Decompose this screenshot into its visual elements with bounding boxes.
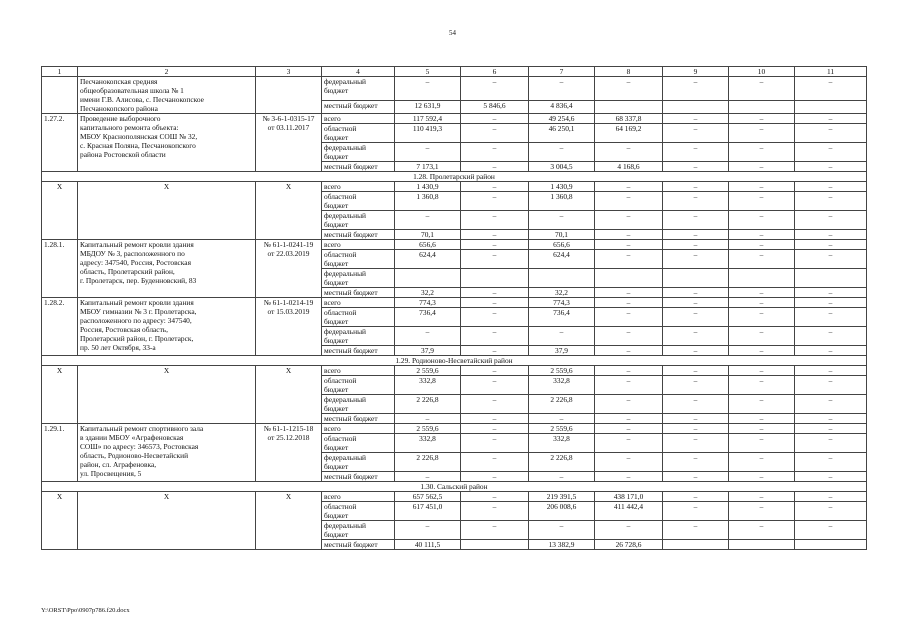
table-row — [42, 424, 867, 434]
value-cell: – — [795, 250, 867, 269]
value-cell: 1 430,9 — [395, 182, 461, 192]
value-cell: – — [729, 414, 795, 424]
value-cell: – — [595, 521, 663, 540]
value-cell: – — [729, 240, 795, 250]
item-number: X — [42, 366, 78, 424]
value-cell: – — [663, 288, 729, 298]
value-cell: 70,1 — [529, 230, 595, 240]
value-cell: 2 226,8 — [529, 453, 595, 472]
column-number-3: 3 — [256, 67, 322, 77]
funding-source: областной бюджет — [322, 124, 395, 143]
value-cell: – — [461, 424, 529, 434]
value-cell — [795, 269, 867, 288]
value-cell: – — [729, 453, 795, 472]
value-cell: – — [795, 143, 867, 162]
funding-source: федеральный бюджет — [322, 211, 395, 230]
value-cell: – — [595, 414, 663, 424]
document-number: № 61-1-1215-18 от 25.12.2018 — [256, 424, 322, 482]
value-cell: – — [595, 240, 663, 250]
value-cell: – — [729, 366, 795, 376]
value-cell: – — [729, 472, 795, 482]
value-cell: 438 171,0 — [595, 492, 663, 502]
column-number-1: 1 — [42, 67, 78, 77]
funding-source: федеральный бюджет — [322, 395, 395, 414]
value-cell: 332,8 — [395, 376, 461, 395]
value-cell: – — [595, 230, 663, 240]
value-cell: 332,8 — [529, 376, 595, 395]
value-cell: 206 008,6 — [529, 502, 595, 521]
table-row — [42, 492, 867, 502]
document-number: X — [256, 366, 322, 424]
funding-source: местный бюджет — [322, 101, 395, 114]
value-cell: – — [461, 366, 529, 376]
value-cell: 49 254,6 — [529, 114, 595, 124]
value-cell: – — [663, 376, 729, 395]
funding-source: всего — [322, 366, 395, 376]
value-cell: – — [461, 182, 529, 192]
funding-source: областной бюджет — [322, 434, 395, 453]
value-cell: – — [729, 230, 795, 240]
value-cell: – — [461, 521, 529, 540]
value-cell: 1 360,8 — [529, 192, 595, 211]
value-cell — [461, 269, 529, 288]
value-cell: 774,3 — [395, 298, 461, 308]
value-cell: – — [795, 114, 867, 124]
value-cell: – — [729, 492, 795, 502]
value-cell: 624,4 — [529, 250, 595, 269]
table-row — [42, 366, 867, 376]
value-cell: – — [729, 327, 795, 346]
value-cell: – — [461, 414, 529, 424]
value-cell — [461, 540, 529, 550]
value-cell: – — [663, 521, 729, 540]
value-cell: – — [461, 376, 529, 395]
value-cell — [529, 269, 595, 288]
value-cell — [663, 101, 729, 114]
value-cell: 332,8 — [529, 434, 595, 453]
section-row — [42, 356, 867, 366]
value-cell: – — [795, 182, 867, 192]
value-cell: 656,6 — [395, 240, 461, 250]
value-cell: 70,1 — [395, 230, 461, 240]
value-cell: 1 430,9 — [529, 182, 595, 192]
value-cell: – — [663, 162, 729, 172]
value-cell: – — [729, 308, 795, 327]
value-cell: – — [461, 327, 529, 346]
column-number-10: 10 — [729, 67, 795, 77]
value-cell: – — [729, 346, 795, 356]
file-path-footer: Y:\ORST\Ppo\0907p786.f20.docx — [41, 607, 130, 614]
value-cell: – — [663, 240, 729, 250]
object-name: Капитальный ремонт кровли здания МБДОУ № 3, расположенного по адресу: 347540, Россия, Ростовская область, Пролетарский район, г. Пролетарск, пер. Буденновский, 83 — [78, 240, 256, 298]
value-cell: – — [795, 521, 867, 540]
value-cell: – — [663, 366, 729, 376]
section-title: 1.30. Сальский район — [42, 482, 867, 492]
value-cell: – — [663, 492, 729, 502]
value-cell: 657 562,5 — [395, 492, 461, 502]
funding-source: федеральный бюджет — [322, 453, 395, 472]
value-cell: 617 451,0 — [395, 502, 461, 521]
value-cell: – — [595, 376, 663, 395]
value-cell: – — [461, 114, 529, 124]
value-cell — [663, 269, 729, 288]
value-cell: – — [529, 211, 595, 230]
value-cell: – — [729, 124, 795, 143]
value-cell: – — [663, 230, 729, 240]
value-cell: 68 337,8 — [595, 114, 663, 124]
value-cell — [795, 540, 867, 550]
value-cell: – — [729, 521, 795, 540]
funding-source: всего — [322, 298, 395, 308]
document-number: X — [256, 492, 322, 550]
object-name: X — [78, 182, 256, 240]
funding-source: местный бюджет — [322, 230, 395, 240]
value-cell: – — [795, 346, 867, 356]
document-number: № 61-1-0241-19 от 22.03.2019 — [256, 240, 322, 298]
value-cell: – — [795, 230, 867, 240]
value-cell: – — [461, 288, 529, 298]
value-cell: 774,3 — [529, 298, 595, 308]
value-cell: – — [461, 230, 529, 240]
value-cell: – — [795, 414, 867, 424]
item-number: 1.27.2. — [42, 114, 78, 172]
value-cell: – — [729, 424, 795, 434]
value-cell: – — [729, 192, 795, 211]
value-cell: – — [795, 395, 867, 414]
value-cell: – — [663, 346, 729, 356]
value-cell: – — [461, 162, 529, 172]
item-number: 1.28.1. — [42, 240, 78, 298]
value-cell: – — [595, 453, 663, 472]
value-cell: – — [461, 192, 529, 211]
value-cell: – — [595, 298, 663, 308]
value-cell: – — [729, 502, 795, 521]
value-cell: – — [595, 366, 663, 376]
table-row — [42, 298, 867, 308]
section-row — [42, 482, 867, 492]
value-cell: 411 442,4 — [595, 502, 663, 521]
value-cell: – — [729, 77, 795, 101]
value-cell: – — [395, 472, 461, 482]
value-cell: – — [529, 327, 595, 346]
funding-source: федеральный бюджет — [322, 327, 395, 346]
value-cell: – — [795, 472, 867, 482]
value-cell: 13 382,9 — [529, 540, 595, 550]
value-cell: – — [595, 395, 663, 414]
funding-source: местный бюджет — [322, 540, 395, 550]
table-row — [42, 114, 867, 124]
value-cell: 3 004,5 — [529, 162, 595, 172]
value-cell: – — [663, 414, 729, 424]
object-name: Капитальный ремонт кровли здания МБОУ гимназии № 3 г. Пролетарска, расположенного по адресу: 347540, Россия, Ростовская область, Пролетарский район, г. Пролетарск, пр. 50 лет Октября, 33-а — [78, 298, 256, 356]
value-cell: – — [595, 308, 663, 327]
item-number: 1.29.1. — [42, 424, 78, 482]
value-cell: – — [795, 288, 867, 298]
value-cell — [729, 269, 795, 288]
value-cell — [595, 101, 663, 114]
value-cell: 32,2 — [395, 288, 461, 298]
item-number: X — [42, 492, 78, 550]
column-number-6: 6 — [461, 67, 529, 77]
value-cell: 26 728,6 — [595, 540, 663, 550]
document-number: № 3-6-1-0315-17 от 03.11.2017 — [256, 114, 322, 172]
section-row — [42, 172, 867, 182]
value-cell: 2 226,8 — [395, 453, 461, 472]
value-cell: 12 631,9 — [395, 101, 461, 114]
document-number: № 61-1-0214-19 от 15.03.2019 — [256, 298, 322, 356]
column-number-8: 8 — [595, 67, 663, 77]
object-name: Капитальный ремонт спортивного зала в здании МБОУ «Аграфеновская СОШ» по адресу: 346573, Ростовская область, Родионово-Несветайский район, сл. Аграфеновка, ул. Просвещения, 5 — [78, 424, 256, 482]
value-cell: – — [795, 124, 867, 143]
section-title: 1.28. Пролетарский район — [42, 172, 867, 182]
value-cell: – — [795, 453, 867, 472]
value-cell: 7 173,1 — [395, 162, 461, 172]
funding-source: местный бюджет — [322, 414, 395, 424]
value-cell: – — [461, 77, 529, 101]
column-number-9: 9 — [663, 67, 729, 77]
item-number — [42, 77, 78, 114]
value-cell: – — [795, 240, 867, 250]
value-cell: – — [663, 250, 729, 269]
value-cell: 5 846,6 — [461, 101, 529, 114]
value-cell: – — [461, 124, 529, 143]
value-cell: – — [595, 211, 663, 230]
document-number — [256, 77, 322, 114]
value-cell: – — [795, 162, 867, 172]
value-cell: 656,6 — [529, 240, 595, 250]
value-cell: 110 419,3 — [395, 124, 461, 143]
value-cell: 37,9 — [395, 346, 461, 356]
value-cell: – — [729, 114, 795, 124]
value-cell: 1 360,8 — [395, 192, 461, 211]
value-cell: – — [729, 376, 795, 395]
value-cell: – — [795, 366, 867, 376]
value-cell: – — [461, 298, 529, 308]
value-cell: – — [663, 434, 729, 453]
table-row — [42, 77, 867, 101]
value-cell: 2 559,6 — [529, 424, 595, 434]
object-name: X — [78, 366, 256, 424]
value-cell: – — [461, 211, 529, 230]
funding-source: областной бюджет — [322, 192, 395, 211]
value-cell: 32,2 — [529, 288, 595, 298]
value-cell: – — [663, 143, 729, 162]
object-name: Проведение выборочного капитального ремонта объекта: МБОУ Краснополянская СОШ № 32, с. Красная Поляна, Песчанокопского района Ростовской области — [78, 114, 256, 172]
value-cell: – — [461, 250, 529, 269]
value-cell: – — [795, 424, 867, 434]
value-cell: – — [395, 327, 461, 346]
funding-source: областной бюджет — [322, 308, 395, 327]
value-cell: – — [663, 211, 729, 230]
value-cell: – — [395, 521, 461, 540]
page-number: 54 — [449, 29, 456, 37]
value-cell: – — [461, 395, 529, 414]
funding-source: федеральный бюджет — [322, 521, 395, 540]
value-cell: – — [461, 472, 529, 482]
value-cell: – — [729, 288, 795, 298]
value-cell: – — [595, 182, 663, 192]
value-cell: – — [595, 77, 663, 101]
column-number-11: 11 — [795, 67, 867, 77]
value-cell: – — [529, 472, 595, 482]
value-cell: – — [395, 143, 461, 162]
value-cell: – — [663, 298, 729, 308]
value-cell: – — [595, 424, 663, 434]
value-cell: 64 169,2 — [595, 124, 663, 143]
value-cell — [663, 540, 729, 550]
value-cell: – — [663, 77, 729, 101]
funding-source: местный бюджет — [322, 162, 395, 172]
value-cell: 117 592,4 — [395, 114, 461, 124]
value-cell: – — [461, 308, 529, 327]
value-cell — [395, 269, 461, 288]
value-cell: – — [729, 395, 795, 414]
header-row — [42, 67, 867, 77]
value-cell: – — [529, 414, 595, 424]
value-cell — [729, 101, 795, 114]
document-number: X — [256, 182, 322, 240]
value-cell: – — [461, 453, 529, 472]
column-number-5: 5 — [395, 67, 461, 77]
value-cell: 332,8 — [395, 434, 461, 453]
value-cell: – — [595, 434, 663, 453]
value-cell — [595, 269, 663, 288]
value-cell: – — [663, 472, 729, 482]
value-cell: – — [729, 434, 795, 453]
funding-source: областной бюджет — [322, 502, 395, 521]
value-cell: – — [461, 434, 529, 453]
value-cell: – — [461, 240, 529, 250]
funding-source: федеральный бюджет — [322, 143, 395, 162]
value-cell: – — [663, 114, 729, 124]
item-number: X — [42, 182, 78, 240]
value-cell: – — [663, 453, 729, 472]
value-cell: 2 226,8 — [529, 395, 595, 414]
value-cell: 624,4 — [395, 250, 461, 269]
funding-source: всего — [322, 492, 395, 502]
value-cell: – — [395, 414, 461, 424]
value-cell: – — [795, 492, 867, 502]
funding-source: федеральный бюджет — [322, 77, 395, 101]
budget-table — [41, 66, 867, 550]
value-cell: – — [595, 472, 663, 482]
value-cell: – — [461, 492, 529, 502]
value-cell: – — [795, 502, 867, 521]
value-cell: – — [795, 434, 867, 453]
value-cell: – — [595, 327, 663, 346]
value-cell: – — [663, 192, 729, 211]
funding-source: всего — [322, 114, 395, 124]
value-cell: – — [795, 211, 867, 230]
value-cell: 46 250,1 — [529, 124, 595, 143]
value-cell: – — [529, 521, 595, 540]
section-title: 1.29. Родионово-Несветайский район — [42, 356, 867, 366]
value-cell: 4 168,6 — [595, 162, 663, 172]
table-row — [42, 182, 867, 192]
value-cell: 2 559,6 — [395, 366, 461, 376]
value-cell: – — [663, 395, 729, 414]
value-cell: – — [729, 211, 795, 230]
funding-source: местный бюджет — [322, 346, 395, 356]
funding-source: областной бюджет — [322, 250, 395, 269]
funding-source: местный бюджет — [322, 472, 395, 482]
column-number-7: 7 — [529, 67, 595, 77]
funding-source: всего — [322, 424, 395, 434]
item-number: 1.28.2. — [42, 298, 78, 356]
funding-source: местный бюджет — [322, 288, 395, 298]
funding-source: всего — [322, 240, 395, 250]
value-cell: – — [663, 124, 729, 143]
value-cell: – — [461, 143, 529, 162]
column-number-2: 2 — [78, 67, 256, 77]
value-cell: – — [795, 376, 867, 395]
value-cell: – — [595, 192, 663, 211]
object-name: Песчанокопская средняя общеобразовательная школа № 1 имени Г.В. Алисова, с. Песчанокопское Песчанокопского района — [78, 77, 256, 114]
value-cell: 40 111,5 — [395, 540, 461, 550]
value-cell: 2 559,6 — [395, 424, 461, 434]
value-cell — [795, 101, 867, 114]
value-cell: – — [663, 424, 729, 434]
value-cell: – — [729, 162, 795, 172]
value-cell: 736,4 — [395, 308, 461, 327]
value-cell: – — [729, 298, 795, 308]
value-cell: – — [595, 250, 663, 269]
value-cell: – — [529, 77, 595, 101]
value-cell: – — [729, 143, 795, 162]
value-cell: – — [461, 346, 529, 356]
value-cell: 4 836,4 — [529, 101, 595, 114]
value-cell: – — [729, 250, 795, 269]
value-cell — [729, 540, 795, 550]
value-cell: – — [795, 298, 867, 308]
value-cell: 736,4 — [529, 308, 595, 327]
column-number-4: 4 — [322, 67, 395, 77]
table-row — [42, 240, 867, 250]
value-cell: – — [395, 77, 461, 101]
value-cell: – — [595, 288, 663, 298]
value-cell: – — [663, 308, 729, 327]
value-cell: – — [663, 327, 729, 346]
value-cell: – — [461, 502, 529, 521]
value-cell: – — [529, 143, 595, 162]
object-name: X — [78, 492, 256, 550]
value-cell: – — [595, 346, 663, 356]
value-cell: – — [795, 308, 867, 327]
value-cell: – — [795, 327, 867, 346]
funding-source: областной бюджет — [322, 376, 395, 395]
value-cell: – — [663, 182, 729, 192]
value-cell: – — [729, 182, 795, 192]
value-cell: – — [795, 77, 867, 101]
value-cell: – — [595, 143, 663, 162]
value-cell: – — [395, 211, 461, 230]
funding-source: всего — [322, 182, 395, 192]
value-cell: 219 391,5 — [529, 492, 595, 502]
value-cell: 37,9 — [529, 346, 595, 356]
value-cell: 2 226,8 — [395, 395, 461, 414]
value-cell: – — [795, 192, 867, 211]
value-cell: – — [663, 502, 729, 521]
funding-source: федеральный бюджет — [322, 269, 395, 288]
value-cell: 2 559,6 — [529, 366, 595, 376]
